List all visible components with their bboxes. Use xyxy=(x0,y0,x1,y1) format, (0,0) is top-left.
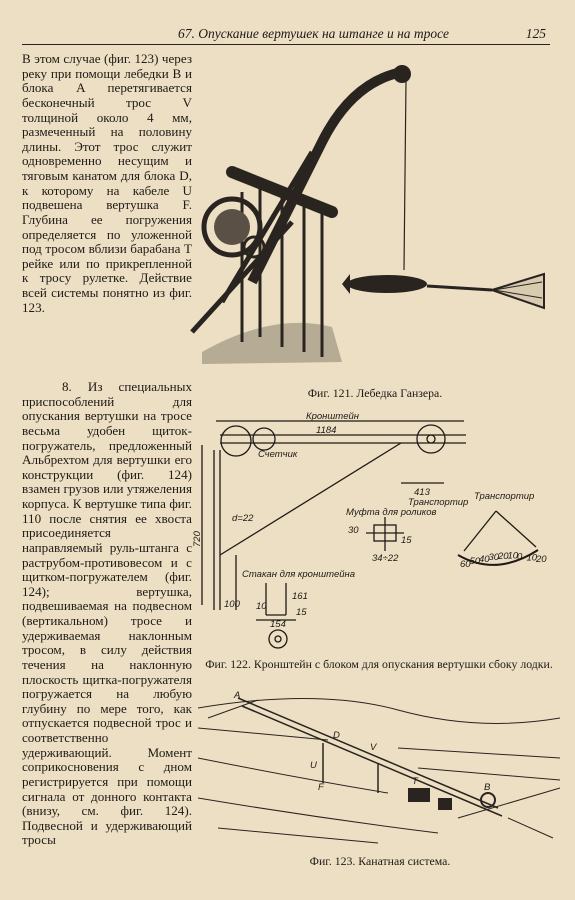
label-1184: 1184 xyxy=(316,425,337,436)
figure-123 xyxy=(198,688,560,846)
header-title: 67. Опускание вертушек на штанге и на тросе xyxy=(178,26,449,41)
paragraph-2: 8. Из специальных приспособлений для опускания вертушки на тросе весьма удобен щиток-погружатель, предложенный Альбрехтом для вертушки его конструкции (фиг. 124) взамен грузов или утяжеления корпуса. К вертушке типа фиг. 110 после снятия ее хвоста присоединяется направляемый руль-штанга с раструбом-противовесом и с щитком-погружателем (фиг. 124); вертушка, подвешиваемая на подвесном (вертикальном) тросе и удерживаемая наклонным тросом, в силу действия течения на наклонную плоскость щитка-погружателя погружается на любую глубину по мере того, как отпускается подвесной трос и соответственно удерживающий. Момент соприкосновения с дном регистрируется при помощи сигнала от донного контакта (внизу, см. фиг. 124). Подвесной и удерживающий тросы xyxy=(22,379,192,848)
label-transporter-1: Транспортир xyxy=(408,497,469,508)
scale-tick-label: 20 xyxy=(498,551,509,562)
label-A: A xyxy=(234,690,241,701)
label-transporter-2: Транспортир xyxy=(474,491,535,502)
scale-tick-label: 10 xyxy=(507,550,519,562)
label-154: 154 xyxy=(270,619,286,630)
label-161: 161 xyxy=(292,591,308,602)
transporter-scale xyxy=(460,551,547,570)
page-number: 125 xyxy=(525,26,546,41)
scale-tick-label: 30 xyxy=(488,552,500,563)
label-15: 15 xyxy=(401,535,412,546)
label-U: U xyxy=(310,760,317,771)
label-D: D xyxy=(333,730,340,741)
label-bracket: Кронштейн xyxy=(306,411,359,422)
rope-system-illustration xyxy=(198,688,560,846)
scale-tick-label: 0 xyxy=(517,551,523,563)
label-V: V xyxy=(370,742,377,753)
scale-tick-label: 50 xyxy=(469,556,481,568)
label-B: B xyxy=(484,782,491,793)
scale-tick-label: 40 xyxy=(479,553,490,565)
figure-123-caption: Фиг. 123. Канатная система. xyxy=(309,854,451,868)
scale-tick-label: 60 xyxy=(460,559,471,570)
label-F: F xyxy=(318,782,324,793)
running-header xyxy=(22,22,550,45)
label-d22: d=22 xyxy=(232,513,254,524)
label-T: T xyxy=(412,776,418,787)
bracket-drawing xyxy=(192,405,556,650)
figure-121 xyxy=(192,52,557,370)
winch-illustration xyxy=(192,52,557,370)
label-720: 720 xyxy=(192,531,203,547)
figure-121-caption: Фиг. 121. Лебедка Ганзера. xyxy=(307,386,443,400)
label-34-22: 34÷22 xyxy=(372,553,399,564)
scale-tick-label: 20 xyxy=(536,554,547,565)
label-413: 413 xyxy=(414,487,430,498)
label-cup: Стакан для кронштейна xyxy=(242,569,356,580)
figure-122 xyxy=(192,405,556,650)
label-30: 30 xyxy=(348,525,359,536)
scale-tick-label: 10 xyxy=(526,552,538,564)
paragraph-1: В этом случае (фиг. 123) через реку при помощи лебедки B и блока A перетягивается бесконечный трос V толщиной около 4 мм, размеченный на половину длины. Этот трос служит одновременно несущим и тяговым канатом для блока D, к которому на кабеле U подвешена вертушка F. Глубина ее погружения определяется по уложенной под тросом вблизи барабана T рейке или по прикрепленной к тросу рулетке. Действие всей системы понятно из фиг. 123. xyxy=(22,51,192,315)
figure-122-caption: Фиг. 122. Кронштейн с блоком для опускания вертушки сбоку лодки. xyxy=(205,657,553,671)
label-10: 10 xyxy=(256,601,267,612)
label-counter: Счетчик xyxy=(258,449,298,460)
label-15b: 15 xyxy=(296,607,307,618)
label-coupling: Муфта для роликов xyxy=(346,507,437,518)
label-100: 100 xyxy=(224,599,240,610)
